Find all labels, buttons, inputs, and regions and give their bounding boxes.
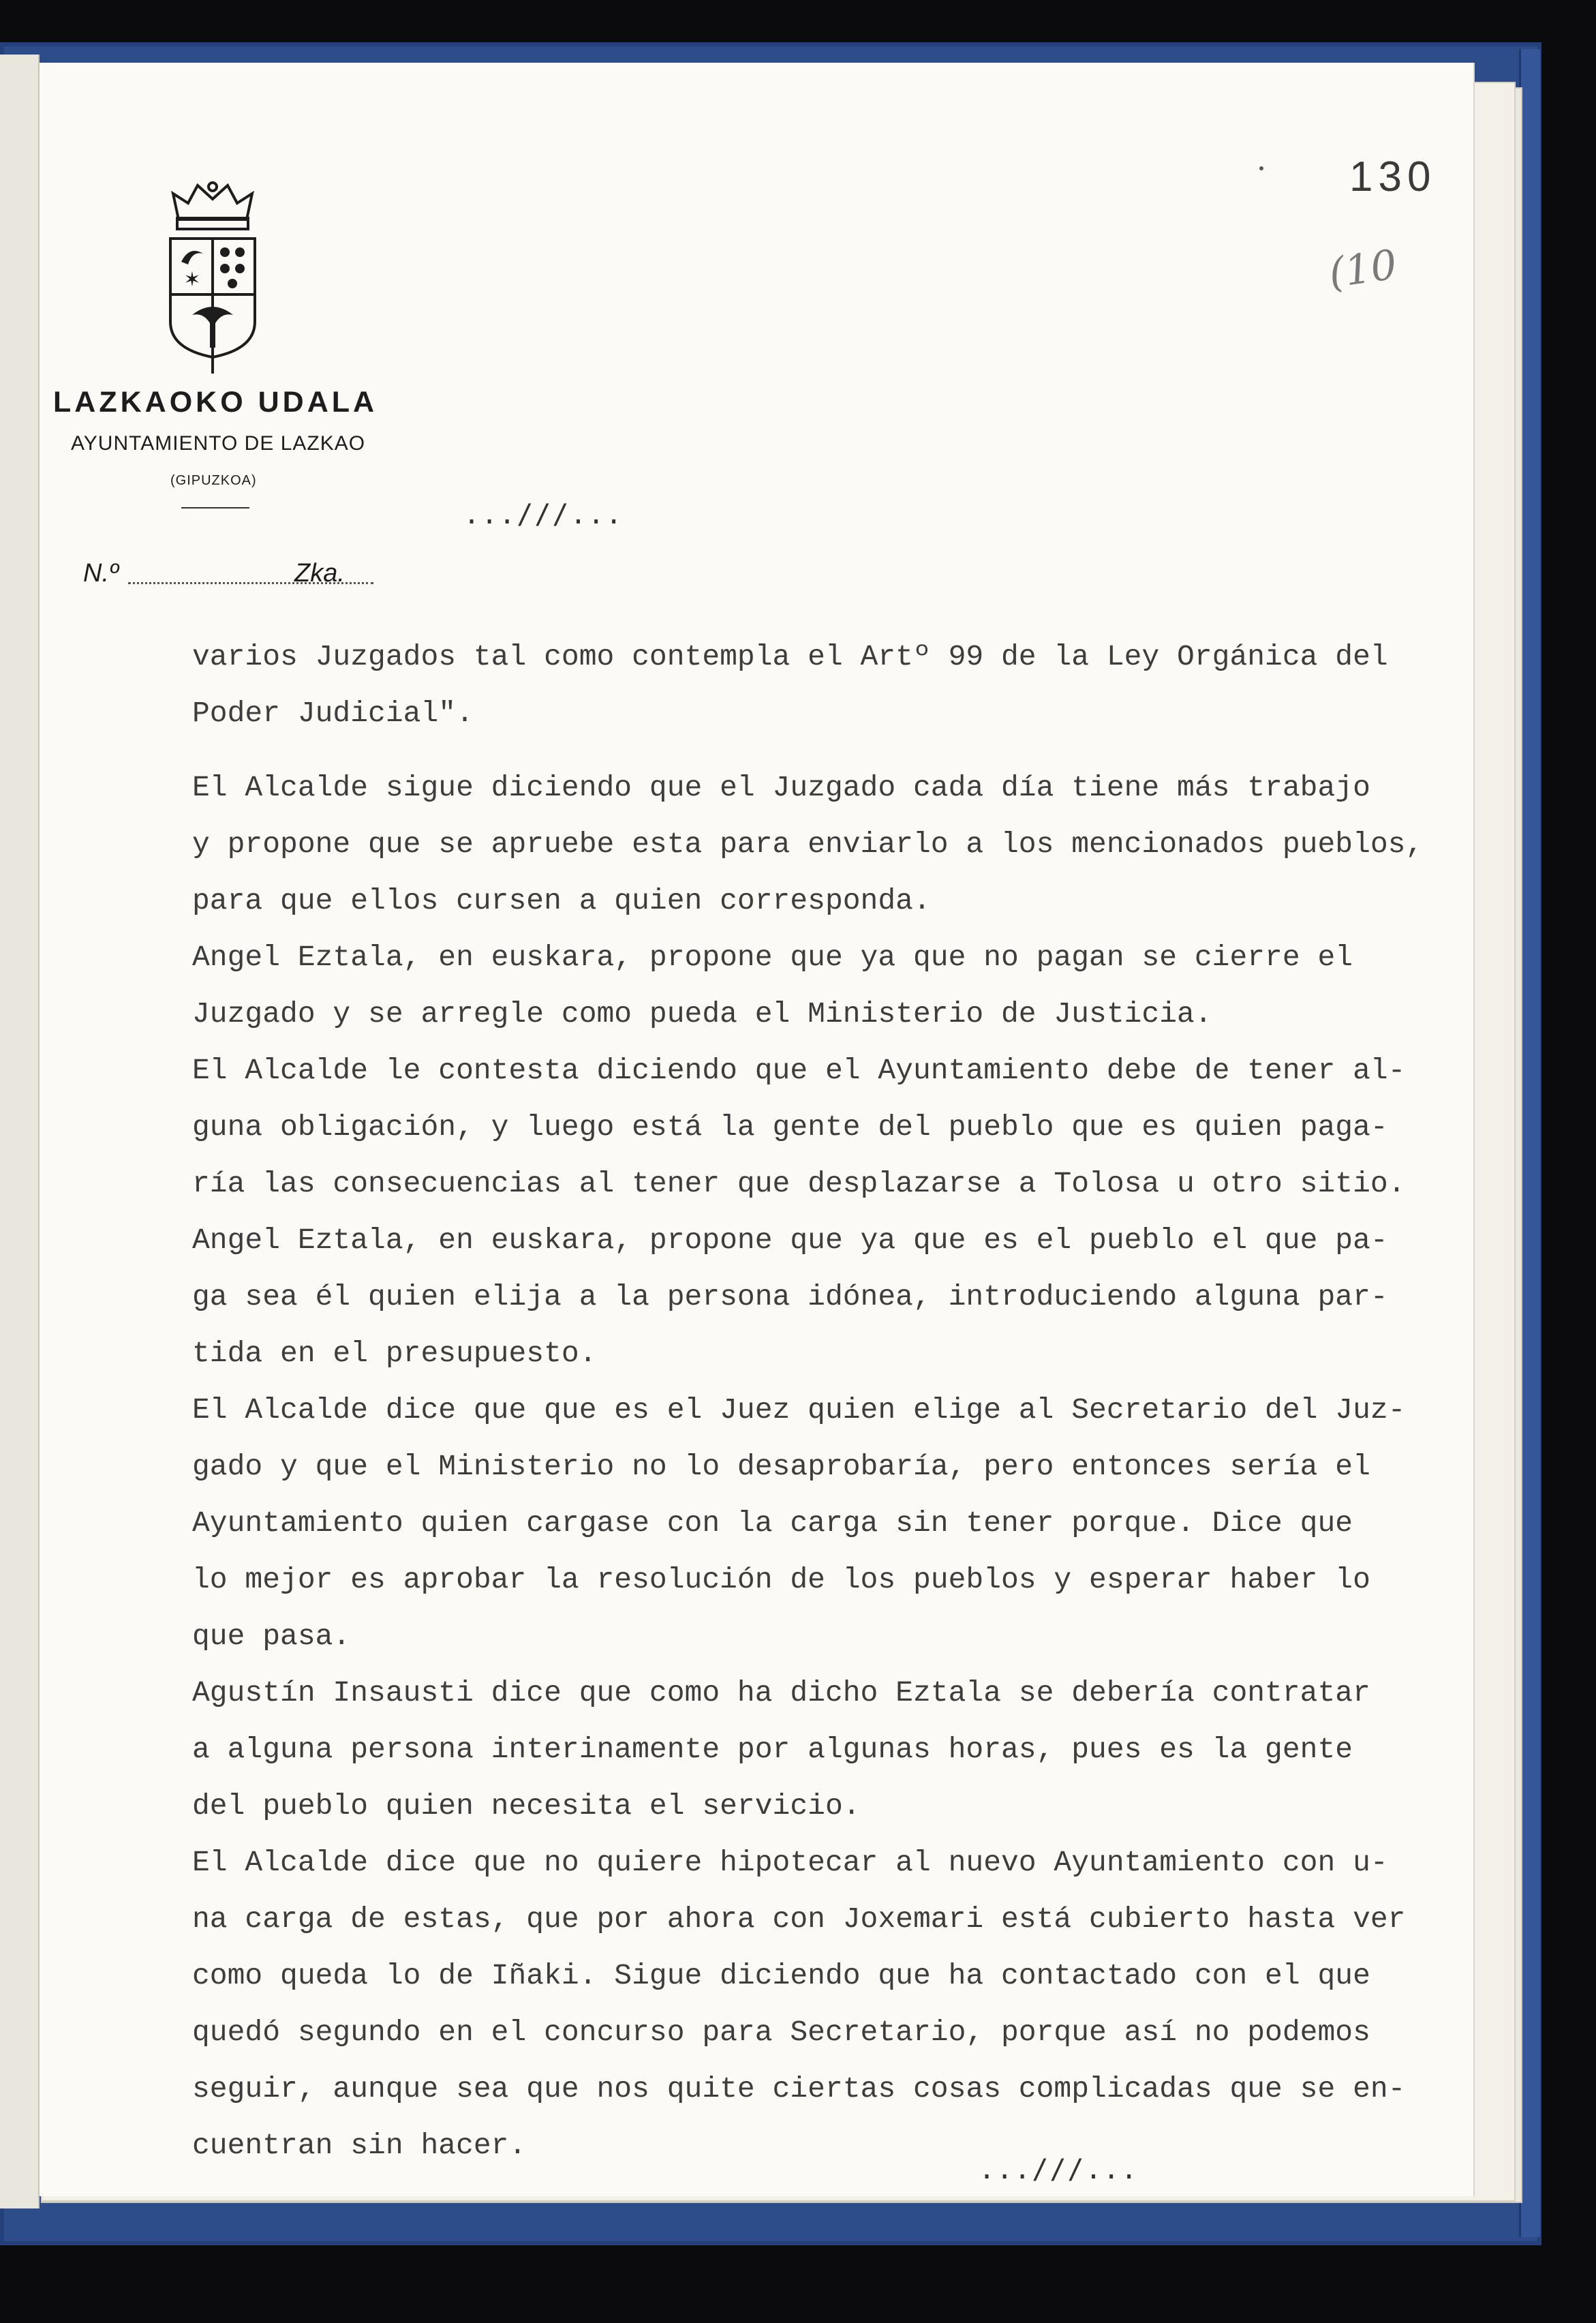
text-line: guna obligación, y luego está la gente del pueblo que es quien paga- (192, 1110, 1388, 1144)
text-line: a alguna persona interinamente por algunas horas, pues es la gente (192, 1733, 1353, 1766)
page-mark-dot (1259, 166, 1263, 170)
text-line: gado y que el Ministerio no lo desaprobaría, pero entonces sería el (192, 1450, 1370, 1483)
previous-page-edge (0, 55, 40, 2208)
text-line: que pasa. (192, 1620, 351, 1653)
text-line: Poder Judicial". (192, 697, 474, 730)
text-line: Angel Eztala, en euskara, propone que ya que es el pueblo el que pa- (192, 1224, 1388, 1257)
text-line: como queda lo de Iñaki. Sigue diciendo que ha contactado con el que (192, 1959, 1370, 1992)
page-number: 130 (1349, 153, 1437, 200)
text-line: ga sea él quien elija a la persona idónea, introduciendo alguna par- (192, 1280, 1388, 1314)
letterhead-rule (181, 507, 249, 508)
text-line: quedó segundo en el concurso para Secretario, porque así no podemos (192, 2016, 1370, 2049)
text-line: El Alcalde dice que no quiere hipotecar al nuevo Ayuntamiento con u- (192, 1846, 1388, 1879)
organization-name: LAZKAOKO UDALA (53, 386, 378, 419)
text-line: y propone que se apruebe esta para enviarlo a los mencionados pueblos, (192, 828, 1424, 861)
text-line: para que ellos cursen a quien corresponda. (192, 884, 931, 917)
text-line: cuentran sin hacer. (192, 2129, 527, 2162)
svg-text:✶: ✶ (183, 268, 201, 292)
continuation-mark-top: ...///... (463, 499, 624, 530)
paragraph-gap (192, 742, 1487, 759)
organization-province: (GIPUZKOA) (170, 473, 257, 488)
handwritten-note: (10 (1325, 241, 1400, 298)
text-line: lo mejor es aprobar la resolución de los pueblos y esperar haber lo (192, 1563, 1370, 1596)
reference-suffix: Zka. (294, 559, 345, 588)
text-line: El Alcalde dice que que es el Juez quien elige al Secretario del Juz- (192, 1393, 1406, 1427)
text-line: Juzgado y se arregle como pueda el Ministerio de Justicia. (192, 997, 1212, 1031)
text-line: Agustín Insausti dice que como ha dicho Eztala se debería contratar (192, 1676, 1370, 1710)
text-line: na carga de estas, que por ahora con Joxemari está cubierto hasta ver (192, 1902, 1406, 1936)
text-line: ría las consecuencias al tener que desplazarse a Tolosa u otro sitio. (192, 1167, 1406, 1200)
minutes-text (192, 628, 1487, 2174)
reference-prefix: N.º (83, 559, 119, 588)
organization-subtitle: AYUNTAMIENTO DE LAZKAO (71, 432, 366, 455)
text-line: Ayuntamiento quien cargase con la carga sin tener porque. Dice que (192, 1506, 1353, 1540)
continuation-mark-bottom: ...///... (979, 2154, 1139, 2185)
coat-of-arms-icon (158, 179, 267, 376)
text-line: El Alcalde le contesta diciendo que el Ayuntamiento debe de tener al- (192, 1054, 1406, 1087)
text-line: del pueblo quien necesita el servicio. (192, 1789, 861, 1823)
text-line: seguir, aunque sea que nos quite ciertas cosas complicadas que se en- (192, 2072, 1406, 2106)
text-line: varios Juzgados tal como contempla el Artº 99 de la Ley Orgánica del (192, 640, 1388, 673)
text-line: Angel Eztala, en euskara, propone que ya que no pagan se cierre el (192, 941, 1353, 974)
text-line: tida en el presupuesto. (192, 1337, 597, 1370)
text-line: El Alcalde sigue diciendo que el Juzgado cada día tiene más trabajo (192, 771, 1370, 804)
reference-number-field (83, 559, 383, 593)
